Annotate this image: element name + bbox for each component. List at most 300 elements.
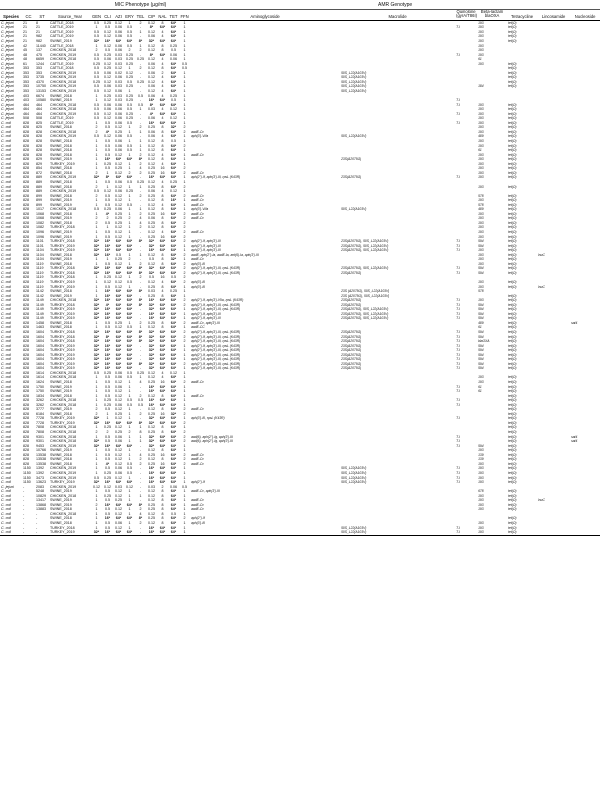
table-cell: 0.06 [115, 148, 122, 153]
table-cell: C. coli [1, 229, 11, 234]
table-cell: 0.06 [115, 116, 122, 121]
table-cell: 50S_L22(A103V) [341, 79, 367, 84]
table-cell: - [139, 284, 142, 289]
table-cell: 193 [478, 157, 484, 162]
table-cell: tet(O) [508, 25, 517, 30]
table-cell: 0.5 [105, 393, 110, 398]
table-cell: 0.06 [115, 134, 122, 139]
table-cell: T-I [456, 366, 460, 371]
table-cell: 828 [36, 148, 42, 153]
table-cell: 1 [95, 179, 98, 184]
table-cell: 1604 [36, 366, 44, 371]
table-cell: 193 [478, 211, 484, 216]
table-cell: - [139, 229, 142, 234]
table-cell: 8* [138, 420, 143, 425]
table-cell: T-I [456, 352, 460, 357]
table-cell: 1604 [36, 357, 44, 362]
table-cell: - [139, 257, 142, 262]
table-cell: 854 [36, 166, 42, 171]
table-cell: 828 [23, 266, 29, 271]
table-cell: 2 [95, 48, 98, 53]
table-cell: C. jejuni [1, 48, 14, 53]
table-cell: CHICKEN_2019 [50, 484, 77, 489]
table-cell: 64* [170, 407, 177, 412]
table-cell: 32* [148, 443, 155, 448]
table-cell: 0.06 [115, 434, 122, 439]
table-cell: aad(6), aph(2'')-Ig, aph(3')-III [191, 434, 233, 439]
table-cell: 32* [148, 266, 155, 271]
table-cell: 0.25 [104, 470, 111, 475]
table-cell: 0.12 [115, 275, 122, 280]
table-cell: 1 [128, 261, 131, 266]
table-cell: 1 [183, 480, 186, 485]
table-cell: 0.12 [148, 48, 155, 53]
table-cell: - [23, 525, 25, 530]
table-cell: 64* [159, 389, 166, 394]
table-cell: 0.12 [115, 198, 122, 203]
table-cell: - [139, 234, 142, 239]
table-cell: 0.5 [127, 148, 132, 153]
table-cell: T-I [456, 307, 460, 312]
table-cell: 0.25 [148, 516, 155, 521]
table-cell: 0.06 [115, 207, 122, 212]
table-cell: tet(O) [508, 148, 517, 153]
table-cell: C. coli [1, 375, 11, 380]
table-cell: 828 [23, 166, 29, 171]
table-cell: C. coli [1, 334, 11, 339]
table-cell: 0.25 [115, 257, 122, 262]
table-cell: - [23, 502, 25, 507]
table-cell: 4 [161, 179, 164, 184]
table-cell: 0.06 [115, 75, 122, 80]
table-cell: C. coli [1, 430, 11, 435]
table-cell: 8 [161, 216, 164, 221]
table-cell: C. coli [1, 125, 11, 130]
table-cell: 0.12 [115, 448, 122, 453]
table-cell: C. jejuni [1, 98, 14, 103]
table-cell: 1 [183, 152, 186, 157]
table-cell: 8 [161, 293, 164, 298]
table-cell: CHICKEN_2018 [50, 129, 77, 134]
table-cell: SWINE_2018 [50, 452, 72, 457]
table-cell: 1 [128, 448, 131, 453]
table-cell: TURKEY_2019 [50, 307, 75, 312]
table-cell: 1150 [23, 480, 31, 485]
table-cell: - [139, 389, 142, 394]
table-cell: 0.5 [94, 29, 99, 34]
table-cell: 0.03 [115, 84, 122, 89]
table-cell: tet(O) [508, 448, 517, 453]
column-header: Quinolone (gyrA/T86I) [456, 9, 478, 19]
table-cell: SWINE_2018 [50, 461, 72, 466]
table-cell: 64* [115, 157, 122, 162]
table-cell: 64* [126, 443, 133, 448]
table-cell: 1463 [36, 325, 44, 330]
table-cell: 1 [183, 316, 186, 321]
table-cell: 1 [95, 466, 98, 471]
table-cell: 1150 [23, 470, 31, 475]
table-cell: 0.12 [148, 148, 155, 153]
table-cell: 828 [23, 189, 29, 194]
table-cell: 8* [149, 25, 154, 30]
column-header: NAL [157, 10, 168, 21]
table-cell: 8 [161, 148, 164, 153]
table-cell: 64* [115, 443, 122, 448]
table-cell: 0.12 [148, 375, 155, 380]
table-cell: 1 [128, 489, 131, 494]
table-cell: 8 [161, 66, 164, 71]
table-cell: 4 [161, 61, 164, 66]
table-cell: SWINE_2018 [50, 220, 72, 225]
table-cell: 64* [170, 375, 177, 380]
table-cell: 2 [183, 452, 186, 457]
table-cell: 8* [138, 270, 143, 275]
table-cell: 64* [157, 530, 168, 535]
table-cell: 1 [139, 434, 142, 439]
table-cell: 32* [93, 252, 100, 257]
table-cell: - [36, 525, 38, 530]
table-cell: 11440 [36, 43, 46, 48]
table-cell: 8* [138, 289, 143, 294]
table-cell: CHICKEN_2019 [50, 443, 77, 448]
table-cell: T-I [456, 416, 460, 421]
table-cell: 1 [95, 225, 98, 230]
table-cell: - [139, 98, 142, 103]
table-cell: 6674 [36, 93, 44, 98]
table-cell: 1 [183, 116, 186, 121]
table-cell: CHICKEN_2019 [50, 89, 77, 94]
table-cell: 1 [95, 152, 98, 157]
table-cell: aph(3')-III [191, 279, 206, 284]
table-cell: 16* [104, 480, 111, 485]
table-cell: 64* [170, 380, 177, 385]
table-cell: 1604 [36, 361, 44, 366]
table-cell: C. coli [1, 257, 11, 262]
table-cell: C. coli [1, 139, 11, 144]
table-cell: 13538 [36, 457, 46, 462]
table-cell: 8 [161, 20, 164, 25]
table-cell: 64* [170, 520, 177, 525]
table-cell: 64* [126, 366, 133, 371]
table-cell: 8 [161, 457, 164, 462]
table-cell: 1 [139, 184, 142, 189]
table-cell: 8 [139, 430, 142, 435]
table-cell: 828 [23, 389, 29, 394]
table-cell: 828 [23, 384, 29, 389]
table-cell: CHICKEN_2019 [50, 52, 77, 57]
table-cell: 0.25 [148, 320, 155, 325]
table-cell: 1 [139, 375, 142, 380]
table-cell: 8* [105, 175, 110, 180]
table-cell: 0.12 [148, 425, 155, 430]
table-cell: C. jejuni [1, 43, 14, 48]
table-cell: 4 [139, 166, 142, 171]
table-cell: 64* [159, 330, 166, 334]
table-cell: 1 [95, 202, 98, 207]
table-cell: 16* [104, 366, 111, 371]
table-cell: tet(O) [508, 211, 517, 216]
table-cell: 193 [478, 39, 484, 43]
table-cell: 828 [23, 425, 29, 430]
table-cell: 0.25 [104, 402, 111, 407]
table-cell: 1 [183, 352, 186, 357]
table-cell: 0.5 [127, 375, 132, 380]
table-cell: 0.25 [126, 116, 133, 121]
table-cell: 828 [23, 402, 29, 407]
table-cell: aph(2'')-If, aph(3')-III [191, 316, 221, 321]
table-cell: - [139, 293, 142, 298]
table-cell: lnuC [538, 284, 545, 289]
table-cell: 32* [93, 175, 100, 180]
table-cell: 0.12 [115, 234, 122, 239]
table-cell: 0.12 [115, 325, 122, 330]
table-cell: 828 [23, 411, 29, 416]
table-cell: 828 [23, 170, 29, 175]
table-cell: C. coli [1, 393, 11, 398]
table-cell: T-I [456, 439, 460, 444]
table-cell: 0.12 [148, 143, 155, 148]
table-cell: tet(O) [508, 461, 517, 466]
table-cell: T-I [456, 298, 460, 303]
table-cell: 1 [183, 179, 186, 184]
table-cell: 9301 [36, 434, 44, 439]
table-cell: 64* [126, 357, 133, 362]
table-cell: 16* [104, 443, 111, 448]
table-cell: tet(O) [508, 66, 517, 71]
table-cell: C. jejuni [1, 93, 14, 98]
table-cell: 828 [23, 348, 29, 353]
table-cell: 828 [23, 307, 29, 312]
table-cell: - [139, 134, 142, 139]
table-cell: 64* [115, 302, 122, 307]
table-cell: 64* [159, 39, 166, 43]
table-cell: 2 [128, 170, 131, 175]
table-cell: SWINE_2018 [50, 457, 72, 462]
table-cell: 8 [161, 252, 164, 257]
table-cell: 1 [183, 366, 186, 371]
table-cell: SWINE_2019 [50, 389, 72, 394]
table-cell: 0.06 [104, 57, 111, 62]
table-cell: tet(O) [508, 129, 517, 134]
table-cell: - [139, 352, 142, 357]
table-cell: 16* [104, 157, 111, 162]
table-cell: SWINE_2018 [50, 179, 72, 184]
table-cell: 828 [23, 239, 29, 244]
table-cell: 23S(A2075G), 50S_L22(A103V) [341, 316, 389, 321]
table-cell: aph(2'')-If, aph(3')-III, rpsL (K43R) [191, 270, 241, 275]
table-cell: C. coli [1, 243, 11, 248]
table-cell: CHICKEN_2019 [50, 475, 77, 480]
table-cell: 16 [160, 411, 165, 416]
table-cell: 64* [115, 352, 122, 357]
table-cell: 1142 [36, 289, 44, 294]
table-cell: C. coli [1, 248, 11, 253]
table-cell: 8 [161, 448, 164, 453]
table-cell: 16* [104, 348, 111, 353]
table-cell: 64* [170, 252, 177, 257]
table-cell: tet(O) [508, 139, 517, 144]
table-cell: CHICKEN_2019 [50, 470, 77, 475]
table-cell: SWINE_2018 [50, 170, 72, 175]
table-cell: 50S_L22(A103V) [340, 530, 455, 535]
table-cell: 16 [160, 380, 165, 385]
table-cell: 828 [23, 443, 29, 448]
table-cell: 64* [170, 279, 177, 284]
table-cell: 64* [170, 420, 177, 425]
table-cell: 1 [183, 402, 186, 407]
table-cell: 32* [170, 411, 177, 416]
table-cell: tet(O) [508, 220, 517, 225]
table-cell: CHICKEN_2018 [50, 370, 77, 375]
table-cell: tet(O) [508, 102, 517, 107]
table-cell: 0.5 [127, 25, 132, 30]
table-cell: 0.5 [127, 120, 132, 125]
table-cell: 64* [170, 61, 177, 66]
table-cell: 1119 [36, 279, 44, 284]
table-cell: 23S(A2075G) [341, 298, 362, 303]
table-cell: 0.12 [148, 89, 155, 94]
table-cell: 0.5 [94, 66, 99, 71]
table-cell: 0.5 [94, 89, 99, 94]
table-cell: 1 [128, 457, 131, 462]
table-cell: 64* [159, 52, 166, 57]
table-cell: 0.5 [105, 448, 110, 453]
table-cell: 0.5 [105, 261, 110, 266]
table-cell: 0.03 [115, 61, 122, 66]
table-cell: CHICKEN_2018 [50, 102, 77, 107]
table-cell: 1 [128, 66, 131, 71]
table-cell: 1 [183, 475, 186, 480]
table-cell: sat4 [571, 320, 578, 325]
table-cell: 0.25 [170, 179, 177, 184]
table-cell: T-I [456, 348, 460, 353]
table-cell: 0.12 [115, 507, 122, 512]
table-cell: 828 [23, 284, 29, 289]
table-cell: tet(O) [508, 416, 517, 421]
table-cell: 1119 [36, 284, 44, 289]
table-cell: 2 [183, 439, 186, 444]
table-cell: 64* [159, 270, 166, 275]
table-cell: 0.03 [115, 57, 122, 62]
table-cell: 64* [159, 243, 166, 248]
table-cell: C. coli [1, 184, 11, 189]
table-cell: SWINE_2019 [50, 234, 72, 239]
table-cell: T-I [456, 111, 460, 116]
table-cell: 8* [138, 239, 143, 244]
table-cell: 1 [183, 443, 186, 448]
table-cell: 1 [183, 198, 186, 203]
table-cell: 0.06 [115, 89, 122, 94]
table-cell: tet(O) [508, 439, 517, 444]
table-cell: SWINE_2018 [50, 252, 72, 257]
column-header-row [0, 10, 600, 21]
table-cell: - [139, 116, 142, 121]
table-cell: tet(O) [508, 389, 517, 394]
table-cell: 1604 [36, 348, 44, 353]
table-cell: 0.12 [148, 161, 155, 166]
table-cell: 16* [104, 311, 111, 316]
table-cell: 1 [95, 434, 98, 439]
table-cell: C. jejuni [1, 75, 14, 80]
table-cell: tet(O) [508, 457, 517, 462]
table-cell: 13538 [36, 461, 46, 466]
table-cell: 8* [138, 361, 143, 366]
table-cell: 0.12 [115, 152, 122, 157]
table-cell: 475 [36, 52, 42, 57]
table-cell: T-I [456, 266, 460, 271]
table-cell: 0.12 [115, 489, 122, 494]
table-cell: 64* [159, 248, 166, 253]
table-cell: - [23, 507, 25, 512]
table-cell: C. jejuni [1, 20, 14, 25]
table-cell: - [139, 443, 142, 448]
table-cell: 64* [159, 439, 166, 444]
table-cell: 0.5 [127, 325, 132, 330]
table-cell: 50S_L22(A103V) [341, 89, 367, 94]
table-cell: 23S(A2075G), 50S_L22(A103V) [341, 243, 389, 248]
table-cell: 0.5 [171, 98, 176, 103]
table-cell: 0.12 [104, 61, 111, 66]
table-cell: 193 [478, 61, 484, 66]
table-cell: 2 [183, 279, 186, 284]
table-cell: CATTLE_2019 [50, 120, 74, 125]
table-cell: 193 [478, 279, 484, 284]
table-cell: 0.12 [115, 511, 122, 516]
table-cell: C. jejuni [1, 89, 14, 94]
table-cell: 1104 [36, 248, 44, 253]
table-cell: 4* [105, 211, 110, 216]
table-cell: 0.12 [115, 416, 122, 421]
table-cell: 21 [23, 39, 27, 43]
table-cell: 1 [128, 393, 131, 398]
table-cell: C. coli [1, 425, 11, 430]
table-cell: 0.12 [148, 43, 155, 48]
table-cell: 1101 [36, 243, 44, 248]
table-cell: 0.12 [104, 279, 111, 284]
table-cell: CATTLE_2019 [50, 25, 74, 30]
table-cell: 0.25 [148, 461, 155, 466]
table-cell: - [139, 384, 142, 389]
table-cell: 32* [148, 357, 155, 362]
table-cell: aadE-Cc [191, 229, 204, 234]
table-cell: 0.12 [148, 79, 155, 84]
table-cell: 2 [183, 361, 186, 366]
table-cell: 0.5 [105, 525, 110, 530]
table-cell: tet(O) [508, 170, 517, 175]
table-cell: SWINE_2019 [50, 257, 72, 262]
table-cell: T-I [456, 25, 460, 30]
table-cell: C. coli [1, 152, 11, 157]
table-cell: 64* [170, 452, 177, 457]
table-cell: lnuC [538, 498, 545, 503]
table-cell: - [139, 480, 142, 485]
table-cell: T-I [456, 98, 460, 103]
table-cell: C. coli [1, 216, 11, 221]
table-cell: tet(O) [508, 75, 517, 80]
table-cell: 828 [23, 366, 29, 371]
table-cell: aph(3')-VIIa [191, 134, 209, 139]
table-cell: 16* [148, 98, 155, 103]
table-cell: C. jejuni [1, 61, 14, 66]
table-cell: 1 [128, 425, 131, 430]
table-cell: 23S(A2075G) [341, 302, 362, 307]
table-cell: 0.5 [105, 152, 110, 157]
table-cell: 2 [139, 320, 142, 325]
table-cell: SWINE_2018 [50, 261, 72, 266]
table-cell: 0.12 [148, 75, 155, 80]
table-cell: 0.12 [126, 484, 133, 489]
table-cell: 32* [93, 361, 100, 366]
